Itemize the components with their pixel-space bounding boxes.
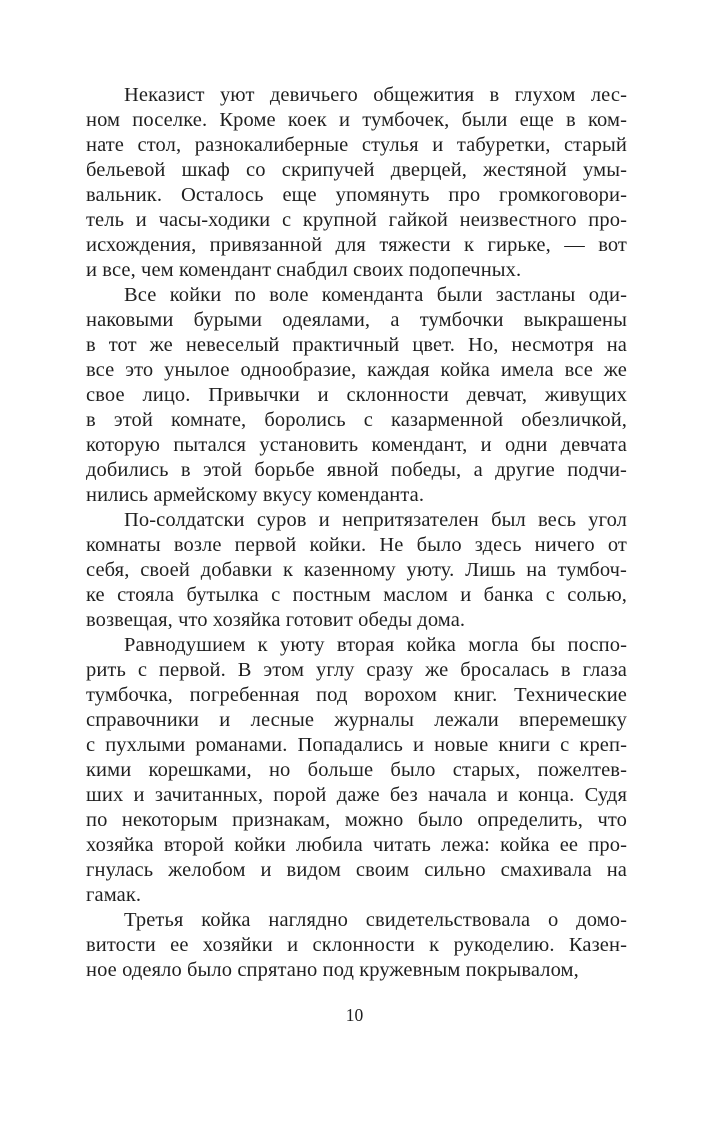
text-line: добились в этой борьбе явной победы, а другие подчи- xyxy=(86,459,627,481)
text-line: Все койки по воле коменданта были застланы оди- xyxy=(124,284,627,306)
text-line: гнулась желобом и видом своим сильно смахивала на xyxy=(86,859,627,881)
text-line: и все, чем комендант снабдил своих подопечных. xyxy=(86,259,522,281)
text-line: которую пытался установить комендант, и одни девчата xyxy=(86,434,627,456)
text-line: себя, своей добавки к казенному уюту. Лишь на тумбоч- xyxy=(86,559,627,581)
text-line: хозяйка второй койки любила читать лежа: койка ее про- xyxy=(86,834,627,856)
page-text xyxy=(86,83,627,983)
text-line: нате стол, разнокалиберные стулья и табуретки, старый xyxy=(86,134,627,156)
text-line: тумбочка, погребенная под ворохом книг. Технические xyxy=(86,684,627,706)
text-line: по некоторым признакам, можно было определить, что xyxy=(86,809,627,831)
text-line: кими корешками, но больше было старых, пожелтев- xyxy=(86,759,627,781)
text-line: ное одеяло было спрятано под кружевным покрывалом, xyxy=(86,959,579,981)
text-line: Неказист уют девичьего общежития в глухом лес- xyxy=(124,84,627,106)
text-line: все это унылое однообразие, каждая койка имела все же xyxy=(86,359,627,381)
text-line: ке стояла бутылка с постным маслом и банка с солью, xyxy=(86,584,627,606)
text-line: ших и зачитанных, порой даже без начала и конца. Судя xyxy=(86,784,627,806)
text-line: Третья койка наглядно свидетельствовала о домо- xyxy=(124,909,627,931)
text-line: возвещая, что хозяйка готовит обеды дома. xyxy=(86,609,466,631)
text-line: с пухлыми романами. Попадались и новые книги с креп- xyxy=(86,734,627,756)
text-line: нились армейскому вкусу коменданта. xyxy=(86,484,425,506)
text-line: справочники и лесные журналы лежали вперемешку xyxy=(86,709,627,731)
text-line: рить с первой. В этом углу сразу же бросалась в глаза xyxy=(86,659,627,681)
text-line: наковыми бурыми одеялами, а тумбочки выкрашены xyxy=(86,309,627,331)
text-line: Равнодушием к уюту вторая койка могла бы поспо- xyxy=(124,634,627,656)
text-line: витости ее хозяйки и склонности к рукоделию. Казен- xyxy=(86,934,627,956)
text-line: комнаты возле первой койки. Не было здесь ничего от xyxy=(86,534,627,556)
text-line: По-солдатски суров и непритязателен был весь угол xyxy=(124,509,627,531)
text-line: свое лицо. Привычки и склонности девчат, живущих xyxy=(86,384,627,406)
text-line: тель и часы-ходики с крупной гайкой неизвестного про- xyxy=(86,209,627,231)
text-line: в этой комнате, боролись с казарменной обезличкой, xyxy=(86,409,627,431)
page-number: 10 xyxy=(345,1005,364,1025)
text-line: в тот же невеселый практичный цвет. Но, несмотря на xyxy=(86,334,627,356)
text-line: гамак. xyxy=(86,884,142,906)
text-line: вальник. Осталось еще упомянуть про громкоговори- xyxy=(86,184,627,206)
text-line: ном поселке. Кроме коек и тумбочек, были еще в ком- xyxy=(86,109,627,131)
text-line: исхождения, привязанной для тяжести к гирьке, — вот xyxy=(86,234,627,256)
text-line: бельевой шкаф со скрипучей дверцей, жестяной умы- xyxy=(86,159,627,181)
